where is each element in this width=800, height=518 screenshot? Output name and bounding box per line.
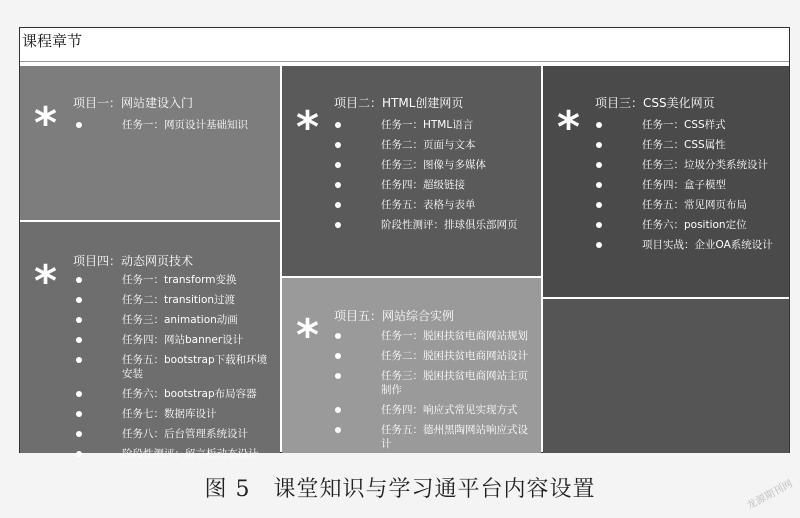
star-icon: * <box>34 98 58 149</box>
bullet-icon <box>76 411 82 417</box>
bullet-icon <box>596 202 602 208</box>
bullet-icon <box>335 122 341 128</box>
task-list <box>335 118 535 238</box>
task-label: 阶段性测评：排球俱乐部网页 <box>381 219 518 231</box>
task-list <box>76 118 276 138</box>
bullet-icon <box>335 373 341 379</box>
bullet-icon <box>596 242 602 248</box>
task-item[interactable] <box>76 118 276 132</box>
bullet-icon <box>335 407 341 413</box>
task-label: 任务一：CSS样式 <box>642 119 726 131</box>
task-list <box>335 329 535 457</box>
watermark: 龙源期刊网 <box>745 478 795 512</box>
bullet-icon <box>76 451 82 457</box>
project-card-5[interactable] <box>282 278 541 453</box>
bullet-icon <box>335 222 341 228</box>
task-label: 任务五：表格与表单 <box>381 199 476 211</box>
bullet-icon <box>76 317 82 323</box>
task-label: 任务六：bootstrap布局容器 <box>122 388 257 400</box>
bullet-icon <box>335 353 341 359</box>
task-list <box>76 273 274 467</box>
bullet-icon <box>76 357 82 363</box>
bullet-icon <box>335 142 341 148</box>
task-label: 任务四：响应式常见实现方式 <box>381 404 518 416</box>
project-card-4[interactable] <box>20 222 280 460</box>
task-item[interactable] <box>596 138 788 152</box>
task-label: 任务五：德州黑陶网站响应式设计 <box>381 424 528 450</box>
bullet-icon <box>335 427 341 433</box>
figure-caption: 图 5 课堂知识与学习通平台内容设置 <box>204 477 596 502</box>
task-label: 任务二：transition过渡 <box>122 294 236 306</box>
task-label: 任务三：图像与多媒体 <box>381 159 486 171</box>
task-item[interactable] <box>76 427 274 441</box>
course-chapters-frame <box>19 27 790 460</box>
course-chapters-header <box>20 28 789 62</box>
bullet-icon <box>76 277 82 283</box>
task-label: 任务五：bootstrap下载和环境安装 <box>122 354 268 380</box>
task-item[interactable] <box>335 403 535 417</box>
task-item[interactable] <box>596 198 788 212</box>
task-label: 任务七：数据库设计 <box>122 408 217 420</box>
task-item[interactable] <box>335 178 535 192</box>
task-item[interactable] <box>596 178 788 192</box>
task-item[interactable] <box>335 138 535 152</box>
task-label: 任务一：HTML语言 <box>381 119 474 131</box>
task-list <box>596 118 788 258</box>
task-label: 任务五：常见网页布局 <box>642 199 747 211</box>
task-label: 任务四：超级链接 <box>381 179 465 191</box>
task-item[interactable] <box>596 218 788 232</box>
task-label: 任务六：position定位 <box>642 219 747 231</box>
bullet-icon <box>596 122 602 128</box>
project-title[interactable]: 项目二：HTML创建网页 <box>334 96 464 110</box>
task-item[interactable] <box>596 238 788 252</box>
project-title[interactable]: 项目三：CSS美化网页 <box>595 96 715 110</box>
star-icon: * <box>34 256 58 307</box>
task-item[interactable] <box>596 118 788 132</box>
task-item[interactable] <box>335 369 535 397</box>
task-label: 任务三：垃圾分类系统设计 <box>642 159 768 171</box>
task-item[interactable] <box>335 349 535 363</box>
task-label: 任务二：CSS属性 <box>642 139 726 151</box>
task-item[interactable] <box>76 273 274 287</box>
project-card-1[interactable] <box>20 66 280 220</box>
task-label: 任务二：页面与文本 <box>381 139 476 151</box>
task-label: 任务二：脱困扶贫电商网站设计 <box>381 350 528 362</box>
star-icon: * <box>557 102 581 153</box>
bullet-icon <box>76 337 82 343</box>
task-item[interactable] <box>76 333 274 347</box>
task-item[interactable] <box>76 387 274 401</box>
task-label: 任务四：网站banner设计 <box>122 334 244 346</box>
task-item[interactable] <box>76 407 274 421</box>
task-item[interactable] <box>335 118 535 132</box>
task-item[interactable] <box>335 423 535 451</box>
task-label: 任务一：transform变换 <box>122 274 237 286</box>
task-item[interactable] <box>76 447 274 461</box>
bullet-icon <box>596 182 602 188</box>
task-item[interactable] <box>76 313 274 327</box>
star-icon: * <box>296 102 320 153</box>
bullet-icon <box>596 142 602 148</box>
project-card-3[interactable] <box>543 66 789 297</box>
bullet-icon <box>76 431 82 437</box>
task-item[interactable] <box>335 218 535 232</box>
task-item[interactable] <box>335 198 535 212</box>
task-label: 任务一：脱困扶贫电商网站规划 <box>381 330 528 342</box>
project-title[interactable]: 项目五：网站综合实例 <box>334 309 455 323</box>
bullet-icon <box>76 391 82 397</box>
bullet-icon <box>76 122 82 128</box>
task-item[interactable] <box>76 353 274 381</box>
task-label: 任务一：网页设计基础知识 <box>122 119 248 131</box>
task-label: 阶段性测评：留言板动态设计 <box>122 448 259 460</box>
task-label: 任务三：脱困扶贫电商网站主页制作 <box>381 370 528 396</box>
bullet-icon <box>335 202 341 208</box>
task-item[interactable] <box>335 329 535 343</box>
task-item[interactable] <box>596 158 788 172</box>
task-label: 任务八：后台管理系统设计 <box>122 428 248 440</box>
page-title: 课程章节 <box>22 32 83 50</box>
task-label: 项目实战：企业OA系统设计 <box>642 239 773 251</box>
task-label: 任务四：盒子模型 <box>642 179 726 191</box>
bullet-icon <box>335 182 341 188</box>
task-label: 任务三：animation动画 <box>122 314 238 326</box>
project-title[interactable]: 项目四：动态网页技术 <box>73 254 194 268</box>
bullet-icon <box>596 222 602 228</box>
bullet-icon <box>596 162 602 168</box>
project-title[interactable]: 项目一：网站建设入门 <box>73 96 194 110</box>
empty-panel <box>543 299 789 453</box>
project-card-2[interactable] <box>282 66 541 276</box>
task-item[interactable] <box>335 158 535 172</box>
bullet-icon <box>76 297 82 303</box>
task-item[interactable] <box>76 293 274 307</box>
bullet-icon <box>335 162 341 168</box>
bullet-icon <box>335 333 341 339</box>
star-icon: * <box>296 310 320 361</box>
